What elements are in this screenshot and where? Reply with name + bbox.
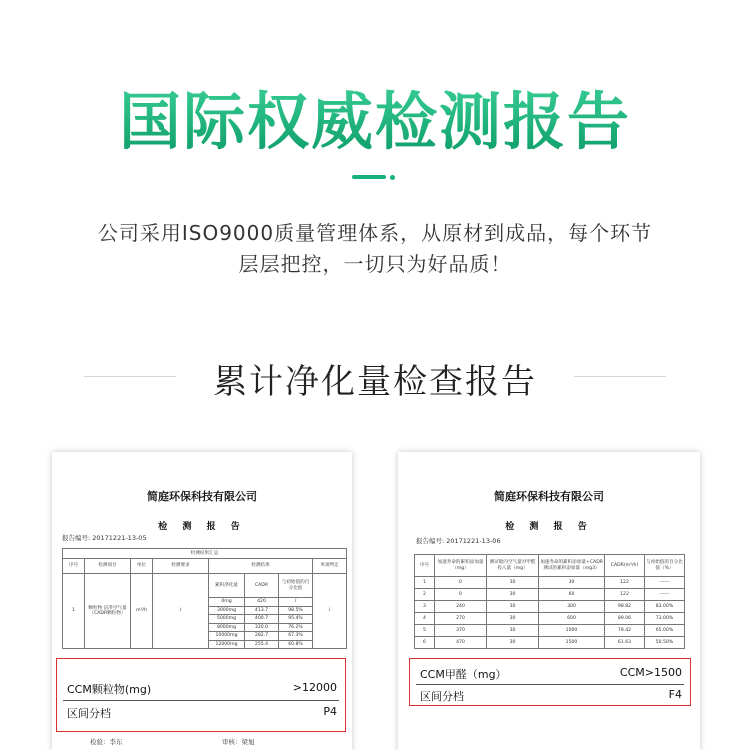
table-caption: 检测结果汇总 [63, 549, 347, 559]
table-cell: 73.00% [645, 613, 685, 625]
table-cell: 30 [487, 589, 539, 601]
table-cell: 78.42 [605, 625, 645, 637]
table-cell: 282.7 [245, 632, 279, 641]
table-cell: 2 [415, 589, 435, 601]
table-cell: 270 [435, 613, 487, 625]
table-cell: 76.2% [279, 623, 313, 632]
table-cell: 8000mg [209, 623, 245, 632]
table-cell: ------ [645, 589, 685, 601]
table-cell: 65.00% [645, 625, 685, 637]
th-cadr: CADR [245, 574, 279, 598]
table-cell: 0 [435, 577, 487, 589]
highlight-divider [63, 700, 339, 701]
table-cell: 370 [435, 625, 487, 637]
table-cell: 89.06 [605, 613, 645, 625]
highlight-value-grade: F4 [668, 688, 682, 701]
table-cell: 30 [487, 601, 539, 613]
table-cell: ------ [645, 577, 685, 589]
highlight-label-ccm: CCM甲醛（mg） [420, 668, 507, 681]
report-title: 检 测 报 告 [505, 522, 593, 532]
report-company: 简庭环保科技有限公司 [147, 490, 257, 503]
report-company: 简庭环保科技有限公司 [494, 490, 604, 503]
table-cell: 0 [435, 589, 487, 601]
table-cell: 1 [415, 577, 435, 589]
table-cell: 1000 [539, 625, 605, 637]
th-accumulated: 加速寿命的累积添加量（mg） [435, 555, 487, 577]
cell-requirement: / [153, 574, 209, 649]
table-cell: 320.0 [245, 623, 279, 632]
report-number: 报告编号: 20171221-13-05 [62, 534, 147, 542]
decoration-dot [390, 175, 395, 180]
table-cell: 67.3% [279, 632, 313, 641]
cell-index: 1 [63, 574, 85, 649]
inspector-signature: 检验：李东 [90, 738, 123, 746]
decoration-bar [352, 175, 386, 179]
th-total-added: 加速寿命的累积添加量+CADR测试的累积添加量（mg3） [539, 555, 605, 577]
th-cadr: CADR(m³/h) [605, 555, 645, 577]
table-cell: 61.63 [605, 637, 645, 649]
highlight-row-ccm [67, 681, 337, 697]
th-requirement: 检测要求 [153, 559, 209, 574]
section-title: 累计净化量检查报告 [213, 362, 537, 402]
table-cell: 240 [435, 601, 487, 613]
cell-unit: m³/h [131, 574, 153, 649]
table-cell: 1500 [539, 637, 605, 649]
table-cell: 60.8% [279, 640, 313, 649]
table-cell: 470 [435, 637, 487, 649]
table-cell: 400.7 [245, 615, 279, 624]
th-percent: 与初始值的百分比值（%） [645, 555, 685, 577]
table-cell: 30 [487, 613, 539, 625]
th-result: 检测结果 [209, 559, 313, 574]
highlight-value-ccm: >12000 [292, 681, 337, 694]
table-cell: 30 [539, 577, 605, 589]
table-cell: 4 [415, 613, 435, 625]
report-table [62, 548, 347, 649]
report-title: 检 测 报 告 [158, 522, 246, 532]
highlight-label-ccm: CCM颗粒物(mg) [67, 683, 152, 696]
highlight-value-ccm: CCM>1500 [619, 666, 682, 679]
th-chamber-input: 测试舱内空气量对甲醛投入量（mg） [487, 555, 539, 577]
table-cell: 255.4 [245, 640, 279, 649]
page-title: 国际权威检测报告 [0, 72, 750, 161]
table-cell: 12000mg [209, 640, 245, 649]
highlight-value-grade: P4 [323, 705, 337, 718]
result-highlight-box [409, 658, 691, 706]
highlight-label-grade: 区间分档 [420, 690, 464, 703]
table-cell: 30 [487, 625, 539, 637]
reviewer-signature: 审核：梁旭 [222, 738, 255, 746]
table-cell: 6 [415, 637, 435, 649]
table-cell: 10000mg [209, 632, 245, 641]
section-heading [0, 352, 750, 400]
cell-verdict: / [313, 574, 347, 649]
report-card-particulate[interactable] [52, 452, 352, 750]
th-index: 序号 [63, 559, 85, 574]
table-cell: 98.82 [605, 601, 645, 613]
table-cell: 5000mg [209, 615, 245, 624]
table-cell: 3 [415, 601, 435, 613]
th-cumulative: 累积净化量 [209, 574, 245, 598]
report-table [414, 554, 685, 649]
table-cell: 30 [487, 577, 539, 589]
table-cell: 83.00% [645, 601, 685, 613]
intro-line-2: 层层把控，一切只为好品质！ [238, 252, 512, 276]
highlight-row-grade [67, 705, 337, 721]
th-percent: 与初始值的百分比值 [279, 574, 313, 598]
highlight-row-grade [420, 688, 682, 704]
table-cell: 50.50% [645, 637, 685, 649]
table-cell: 95.4% [279, 615, 313, 624]
report-card-formaldehyde[interactable] [398, 452, 700, 750]
result-highlight-box [56, 658, 346, 732]
table-cell: 600 [539, 613, 605, 625]
th-verdict: 单项判定 [313, 559, 347, 574]
table-cell: 413.7 [245, 606, 279, 615]
heading-divider-right [574, 376, 666, 377]
table-cell: 420 [245, 598, 279, 607]
table-cell: 0mg [209, 598, 245, 607]
intro-line-1: 公司采用ISO9000质量管理体系，从原材到成品，每个环节 [97, 221, 653, 245]
highlight-label-grade: 区间分档 [67, 707, 111, 720]
th-item: 检测项目 [85, 559, 131, 574]
th-unit: 单位 [131, 559, 153, 574]
title-decoration [352, 174, 395, 180]
highlight-divider [416, 684, 684, 685]
table-cell: 300 [539, 601, 605, 613]
table-cell: 30 [487, 637, 539, 649]
th-index: 序号 [415, 555, 435, 577]
table-cell: 5 [415, 625, 435, 637]
table-cell: 122 [605, 577, 645, 589]
highlight-row-ccm [420, 666, 682, 682]
cell-item: 颗粒物 洁净空气量（CADR颗粒物） [85, 574, 131, 649]
report-number: 报告编号: 20171221-13-06 [416, 537, 501, 545]
table-cell: 98.5% [279, 606, 313, 615]
table-cell: / [279, 598, 313, 607]
table-cell: 3000mg [209, 606, 245, 615]
table-cell: 60 [539, 589, 605, 601]
table-cell: 122 [605, 589, 645, 601]
